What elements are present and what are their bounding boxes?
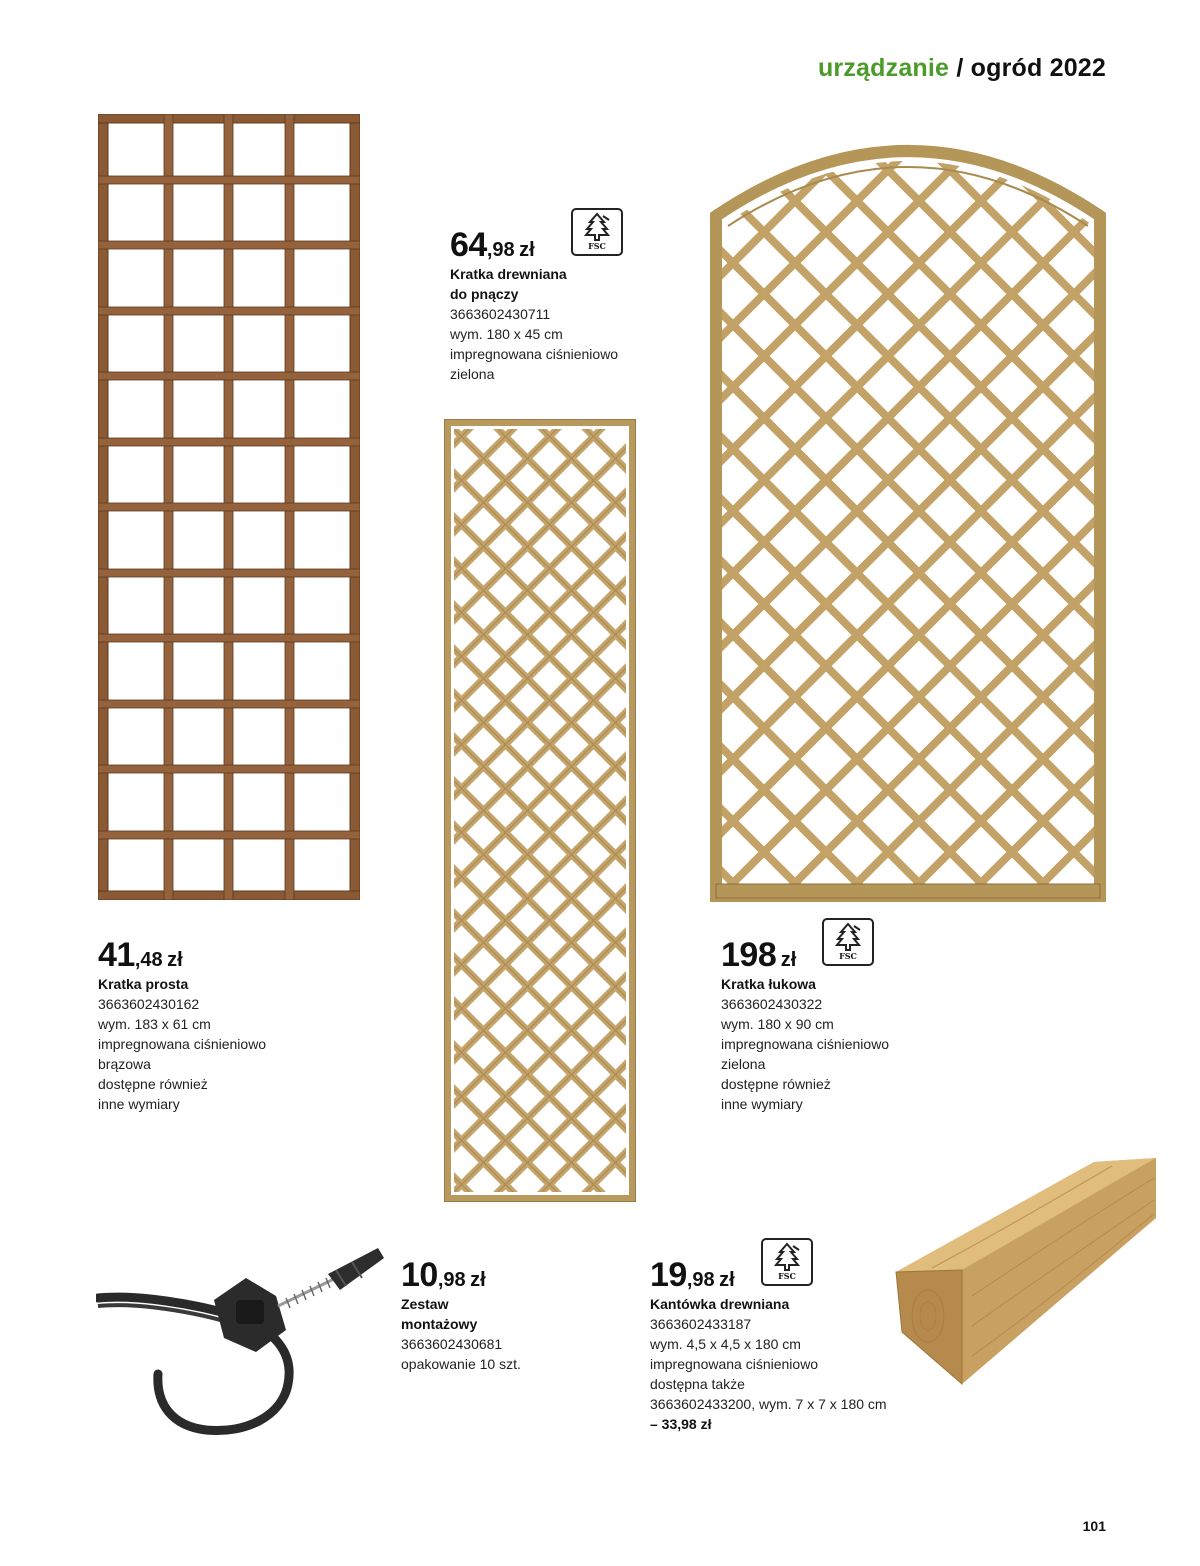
product-detail: wym. 180 x 90 cm (721, 1016, 834, 1032)
kantowka-image (892, 1156, 1158, 1392)
product-detail: opakowanie 10 szt. (401, 1356, 521, 1372)
price-integer: 41 (98, 936, 135, 974)
product-name: Kratka łukowa (721, 976, 816, 992)
product-detail: dostępne również (98, 1076, 208, 1092)
price-currency: zł (519, 239, 535, 261)
product-code: 3663602430681 (401, 1336, 503, 1352)
product-detail: 3663602433200, wym. 7 x 7 x 180 cm (650, 1396, 887, 1412)
product-zestaw (401, 1258, 521, 1374)
fsc-tree-icon (763, 1240, 811, 1272)
fsc-label: FSC (778, 1271, 796, 1281)
product-detail: inne wymiary (721, 1096, 803, 1112)
product-detail: wym. 183 x 61 cm (98, 1016, 211, 1032)
kratka-pnaczy-image (444, 419, 636, 1202)
product-name-line: Kratka drewniana (450, 266, 567, 282)
header-category: urządzanie (817, 54, 950, 82)
product-name-line: Zestaw (401, 1296, 449, 1312)
price-currency: zł (780, 949, 797, 971)
kratka-prosta-image (98, 114, 360, 900)
header-section: ogród 2022 (970, 54, 1106, 82)
price-decimal: ,98 (437, 1269, 466, 1291)
product-name (450, 264, 618, 304)
price-currency: zł (167, 949, 183, 971)
price-decimal: ,98 (686, 1269, 715, 1291)
product-name (401, 1294, 521, 1334)
product-detail: zielona (450, 366, 495, 382)
price-integer: 198 (721, 936, 777, 974)
fsc-tree-icon (824, 920, 872, 952)
price (401, 1258, 521, 1292)
product-detail: dostępne również (721, 1076, 831, 1092)
fsc-label: FSC (839, 951, 857, 961)
product-name: Kantówka drewniana (650, 1296, 790, 1312)
page-header (818, 54, 1106, 83)
product-name: Kratka prosta (98, 976, 189, 992)
product-code: 3663602433187 (650, 1316, 752, 1332)
zestaw-image (96, 1244, 386, 1444)
product-detail: impregnowana ciśnieniowo (98, 1036, 267, 1052)
fsc-tree-icon (573, 210, 621, 242)
fsc-badge (761, 1238, 813, 1286)
product-code: 3663602430322 (721, 996, 823, 1012)
price-currency: zł (470, 1269, 486, 1291)
kratka-lukowa-image (710, 116, 1106, 906)
product-detail: wym. 180 x 45 cm (450, 326, 563, 342)
price (98, 938, 266, 972)
price-decimal: ,48 (134, 949, 163, 971)
product-detail: inne wymiary (98, 1096, 180, 1112)
price-currency: zł (719, 1269, 735, 1291)
fsc-badge (571, 208, 623, 256)
product-detail: brązowa (98, 1056, 151, 1072)
product-name-line: montażowy (401, 1316, 478, 1332)
header-separator: / (956, 54, 964, 82)
price-decimal: ,98 (486, 239, 515, 261)
product-detail: impregnowana ciśnieniowo (721, 1036, 890, 1052)
product-code: 3663602430162 (98, 996, 200, 1012)
product-name-line: do pnączy (450, 286, 519, 302)
page-number: 101 (1082, 1518, 1106, 1534)
product-detail: zielona (721, 1056, 766, 1072)
fsc-badge (822, 918, 874, 966)
price-integer: 64 (450, 226, 487, 264)
product-detail: wym. 4,5 x 4,5 x 180 cm (650, 1336, 801, 1352)
product-detail: impregnowana ciśnieniowo (450, 346, 619, 362)
product-detail: impregnowana ciśnieniowo (650, 1356, 819, 1372)
product-kratka-prosta (98, 938, 266, 1114)
product-code: 3663602430711 (450, 306, 551, 322)
price-integer: 10 (401, 1256, 438, 1294)
product-detail: dostępna także (650, 1376, 745, 1392)
extra-price: – 33,98 zł (650, 1416, 712, 1432)
price-integer: 19 (650, 1256, 687, 1294)
fsc-label: FSC (588, 241, 606, 251)
